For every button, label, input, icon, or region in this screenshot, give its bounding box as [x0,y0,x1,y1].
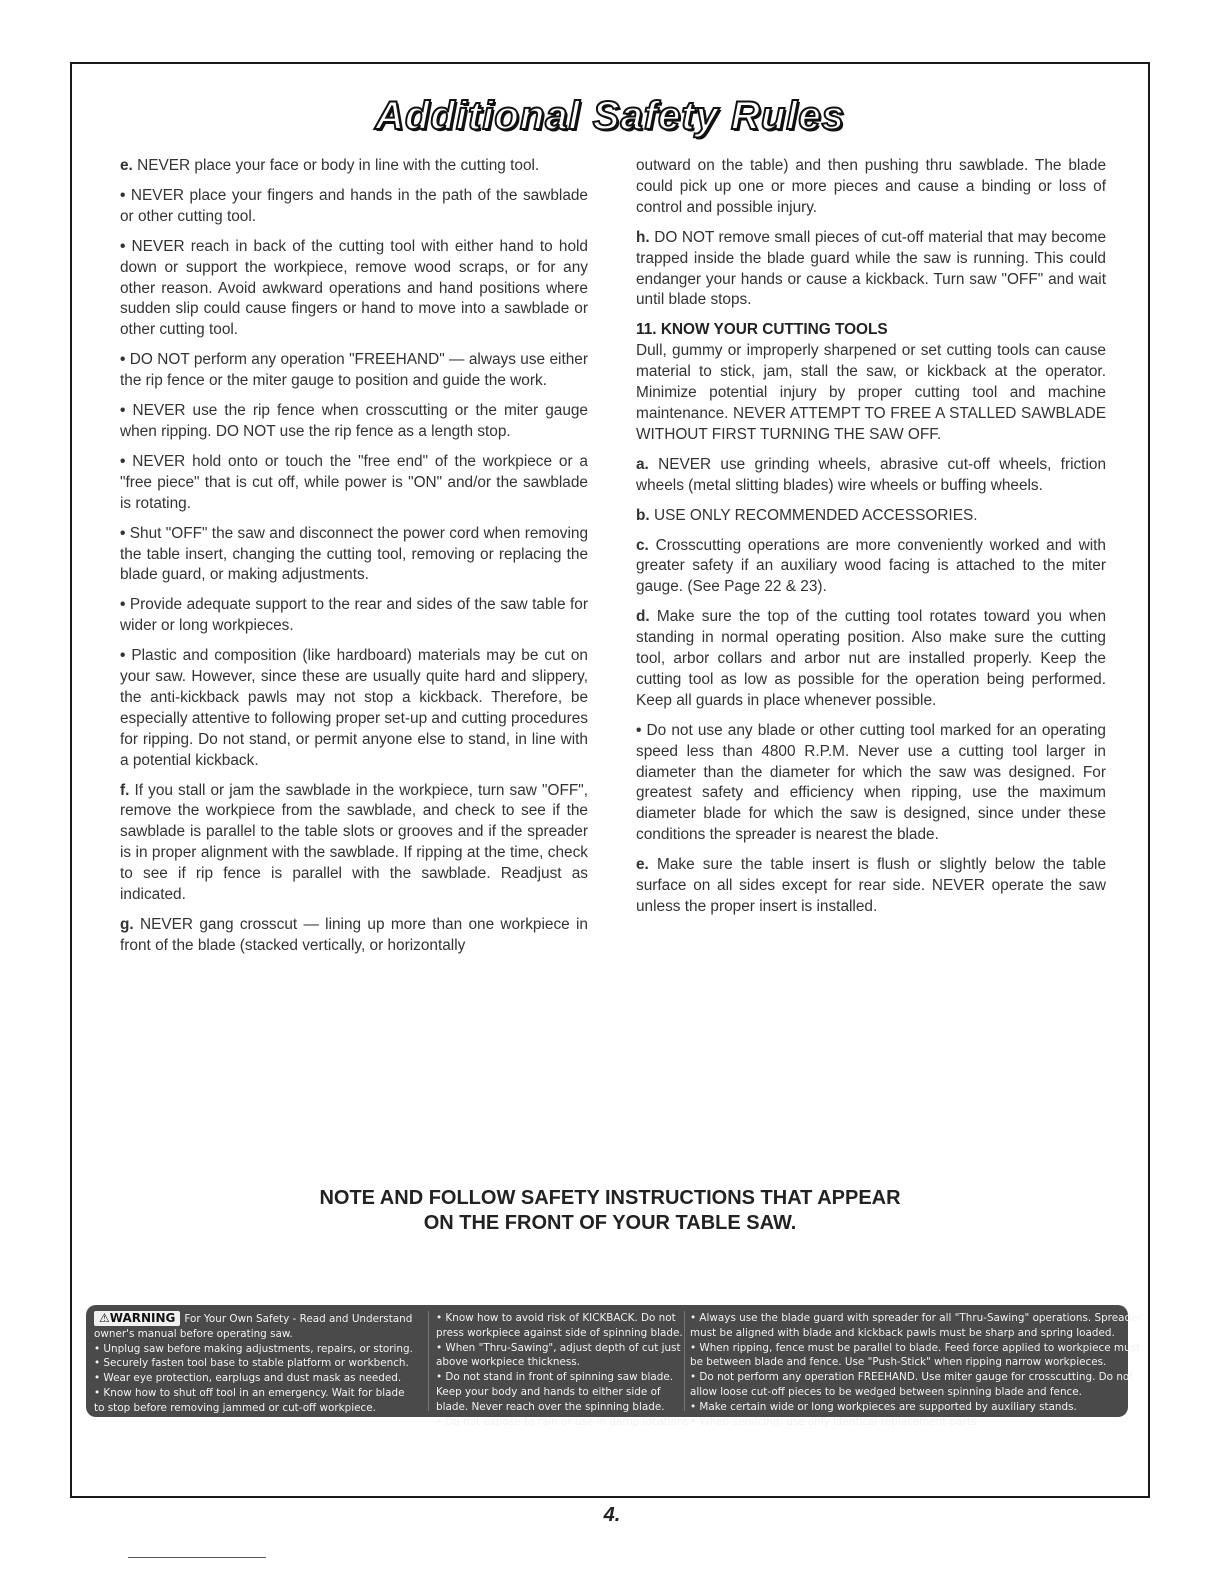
rule-item [636,607,1106,712]
warning-text: • Always use the blade guard with spreader for all "Thru-Sawing" operations. Spreader [690,1312,1142,1324]
rule-item [636,506,1106,527]
warning-line [436,1385,681,1400]
warning-line [690,1370,1134,1385]
rule-label: c. [636,536,649,554]
warning-line [690,1311,1142,1326]
rule-item [120,915,588,957]
rule-text: Make sure the top of the cutting tool rotates toward you when standing in normal operating position. Also make sure the cutting tool, arbor collars and arbor nut are installed properly. Keep the cutting tool as low as possible for the operation being performed. Keep all guards in place whenever possible. [636,608,1106,709]
warning-text: • Do not perform any operation FREEHAND. Use miter gauge for crosscutting. Do not [690,1371,1134,1384]
rule-item [636,536,1106,599]
warning-badge: ⚠WARNING [94,1311,180,1326]
warning-text: blade. Never reach over the spinning blade. [436,1400,665,1413]
rule-item [636,721,1106,846]
warning-line [690,1326,1130,1341]
rule-text: USE ONLY RECOMMENDED ACCESSORIES. [649,506,978,524]
warning-text: be between blade and fence. Use "Push-Stick" when ripping narrow workpieces. [690,1356,1107,1369]
rule-label: e. [120,157,133,174]
rule-label: • [120,237,126,255]
warning-line [690,1415,1130,1430]
rule-label: b. [636,506,650,524]
warning-text: For Your Own Safety - Read and Understand [184,1313,413,1325]
rule-label: a. [636,455,649,473]
warning-col-2 [436,1311,693,1429]
warning-text: owner's manual before operating saw. [94,1327,293,1340]
warning-line [94,1327,424,1342]
rule-text: Do not use any blade or other cutting tool marked for an operating speed less than 4800 R.P.M. Never use a cutting tool larger in diameter than the diameter for which the saw was designed. For greatest safety and efficiency when ripping, use the maximum diameter blade for which the saw is designed, since under these conditions the spreader is nearest the blade. [636,721,1106,844]
rule-text: NEVER hold onto or touch the "free end" of the workpiece or a "free piece" that is cut off, while power is "ON" and/or the sawblade is rotating. [120,452,588,512]
link-underline[interactable] [128,1557,266,1558]
warning-text: to stop before removing jammed or cut-off workpiece. [94,1401,376,1414]
rule-text: If you stall or jam the sawblade in the workpiece, turn saw "OFF", remove the workpiece from the sawblade, and check to see if the sawblade is parallel to the table slots or grooves and if the spreader is in proper alignment with the sawblade. If ripping at the time, check to see if rip fence is parallel with the sawblade. Readjust as indicated. [120,781,588,904]
warning-col-1 [94,1311,424,1416]
continued-paragraph: outward on the table) and then pushing thru sawblade. The blade could pick up one or more pieces and cause a binding or loss of control and possible injury. [636,157,1106,216]
warning-line [690,1400,1130,1415]
warning-label [86,1305,1142,1428]
rule-text: NEVER reach in back of the cutting tool with either hand to hold down or support the workpiece, remove wood scraps, or for any other reason. Avoid awkward operations and hand positions where sudden slip could cause fingers or hand to move into a sawblade or other cutting tool. [120,237,588,339]
warning-text: • Know how to avoid risk of KICKBACK. Do not [436,1312,676,1324]
rule-label: e. [636,856,649,874]
warning-text: • Securely fasten tool base to stable platform or workbench. [94,1357,409,1370]
warning-text: • Do not stand in front of spinning saw blade. [436,1371,674,1384]
warning-text: press workpiece against side of spinning blade. [436,1326,683,1339]
warning-text: • Make certain wide or long workpieces are supported by auxiliary stands. [690,1400,1077,1413]
right-items [636,455,1106,918]
rule-item [120,156,588,177]
warning-text: Keep your body and hands to either side of [436,1385,661,1398]
rule-item [120,595,588,637]
warning-line [690,1341,1141,1356]
rule-label: • [120,647,126,665]
rule-item [120,401,588,443]
rule-item [120,350,588,392]
rule-label: • [120,351,126,369]
warning-line [436,1311,681,1326]
rule-text: Shut "OFF" the saw and disconnect the power cord when removing the table insert, changing the cutting tool, removing or replacing the blade guard, or making adjustments. [120,524,588,584]
page-title: Additional Safety Rules [375,94,845,138]
section-text: Dull, gummy or improperly sharpened or set cutting tools can cause material to stick, jam, stall the saw, or kickback at the operator. Minimize potential injury by proper cutting tool and machine maintenance. NEVER ATTEMPT TO FREE A STALLED SAWBLADE WITHOUT FIRST TURNING THE SAW OFF. [636,342,1106,443]
warning-line [94,1386,424,1401]
warning-text: • Wear eye protection, earplugs and dust mask as needed. [94,1372,402,1385]
rule-label: g. [120,916,134,933]
section-heading: 11. KNOW YOUR CUTTING TOOLS [636,321,888,339]
warning-line [94,1371,424,1386]
rule-text: DO NOT remove small pieces of cut-off material that may become trapped inside the blade guard while the saw is running. This could endanger your hands or cause a kickback. Turn saw "OFF" and wait until blade stops. [636,228,1107,309]
left-column [120,156,588,966]
warning-divider [428,1311,429,1411]
rule-label: d. [636,608,650,626]
warning-text: • Do not expose to rain or use in damp locations. [436,1415,693,1428]
warning-line [436,1355,681,1370]
right-column [636,156,1106,927]
rule-label: • [120,596,126,614]
rule-item [636,855,1106,918]
rule-text: NEVER place your face or body in line with the cutting tool. [132,157,540,174]
notice-line-1: NOTE AND FOLLOW SAFETY INSTRUCTIONS THAT APPEAR [319,1187,901,1209]
rule-text: NEVER use grinding wheels, abrasive cut-off wheels, friction wheels (metal slitting blades) wire wheels or buffing wheels. [636,455,1106,494]
rule-text: DO NOT perform any operation "FREEHAND" — always use either the rip fence or the miter gauge to position and guide the work. [120,351,588,390]
warning-line [94,1401,424,1416]
warning-line [436,1400,681,1415]
page-number: 4. [603,1504,621,1526]
warning-line [94,1356,424,1371]
notice-line-2: ON THE FRONT OF YOUR TABLE SAW. [423,1212,797,1234]
rule-text: Crosscutting operations are more conveniently worked and with greater safety if an auxiliary wood facing is attached to the miter gauge. (See Page 22 & 23). [636,536,1106,596]
warning-text: allow loose cut-off pieces to be wedged between spinning blade and fence. [690,1385,1082,1398]
rule-h [636,228,1106,312]
warning-divider [684,1311,685,1411]
warning-line [436,1341,681,1356]
warning-text: • When ripping, fence must be parallel to blade. Feed force applied to workpiece must [690,1341,1141,1354]
warning-line [690,1355,1130,1370]
warning-text: • When "Thru-Sawing", adjust depth of cut just [436,1341,681,1354]
rule-item [120,524,588,587]
rule-label: • [120,452,126,470]
rule-text: Make sure the table insert is flush or slightly below the table surface on all sides except for rear side. NEVER operate the saw unless the proper insert is installed. [636,856,1106,915]
warning-line [436,1370,681,1385]
warning-line [94,1311,424,1327]
rule-item [120,186,588,228]
safety-notice [72,1186,1148,1236]
warning-text: • When servicing, use only identical replacement parts. [690,1415,980,1428]
rule-item [120,237,588,342]
rule-text: NEVER gang crosscut — lining up more than one workpiece in front of the blade (stacked vertically, or horizontally [120,916,588,954]
rule-item [120,646,588,771]
warning-text: • Unplug saw before making adjustments, repairs, or storing. [94,1342,413,1355]
rule-label: f. [120,781,130,799]
warning-line [436,1326,681,1341]
rule-label: • [120,402,126,420]
rule-item [636,455,1106,497]
rule-text: NEVER use the rip fence when crosscutting or the miter gauge when ripping. DO NOT use the rip fence as a length stop. [120,402,588,440]
rule-item [120,452,588,515]
warning-col-3 [690,1311,1142,1429]
warning-line [436,1415,693,1430]
rule-label: h. [636,228,650,246]
rule-label: • [120,524,126,542]
warning-line [94,1342,424,1357]
rule-label: • [636,721,642,739]
rule-item [120,781,588,906]
page-frame [70,62,1150,1498]
warning-text: above workpiece thickness. [436,1356,580,1369]
rule-text: NEVER place your fingers and hands in the path of the sawblade or other cutting tool. [120,186,588,225]
rule-text: Provide adequate support to the rear and sides of the saw table for wider or long workpieces. [120,596,588,635]
rule-label: • [120,186,126,204]
warning-text: must be aligned with blade and kickback pawls must be sharp and spring loaded. [690,1326,1115,1339]
warning-line [690,1385,1130,1400]
warning-text: • Know how to shut off tool in an emergency. Wait for blade [94,1386,405,1399]
rule-text: Plastic and composition (like hardboard) materials may be cut on your saw. However, since these are usually quite hard and slippery, the anti-kickback pawls may not stop a kickback. Therefore, be especially attentive to following proper set-up and cutting procedures for ripping. Do not stand, or permit anyone else to stand, in line with a potential kickback. [120,647,588,769]
